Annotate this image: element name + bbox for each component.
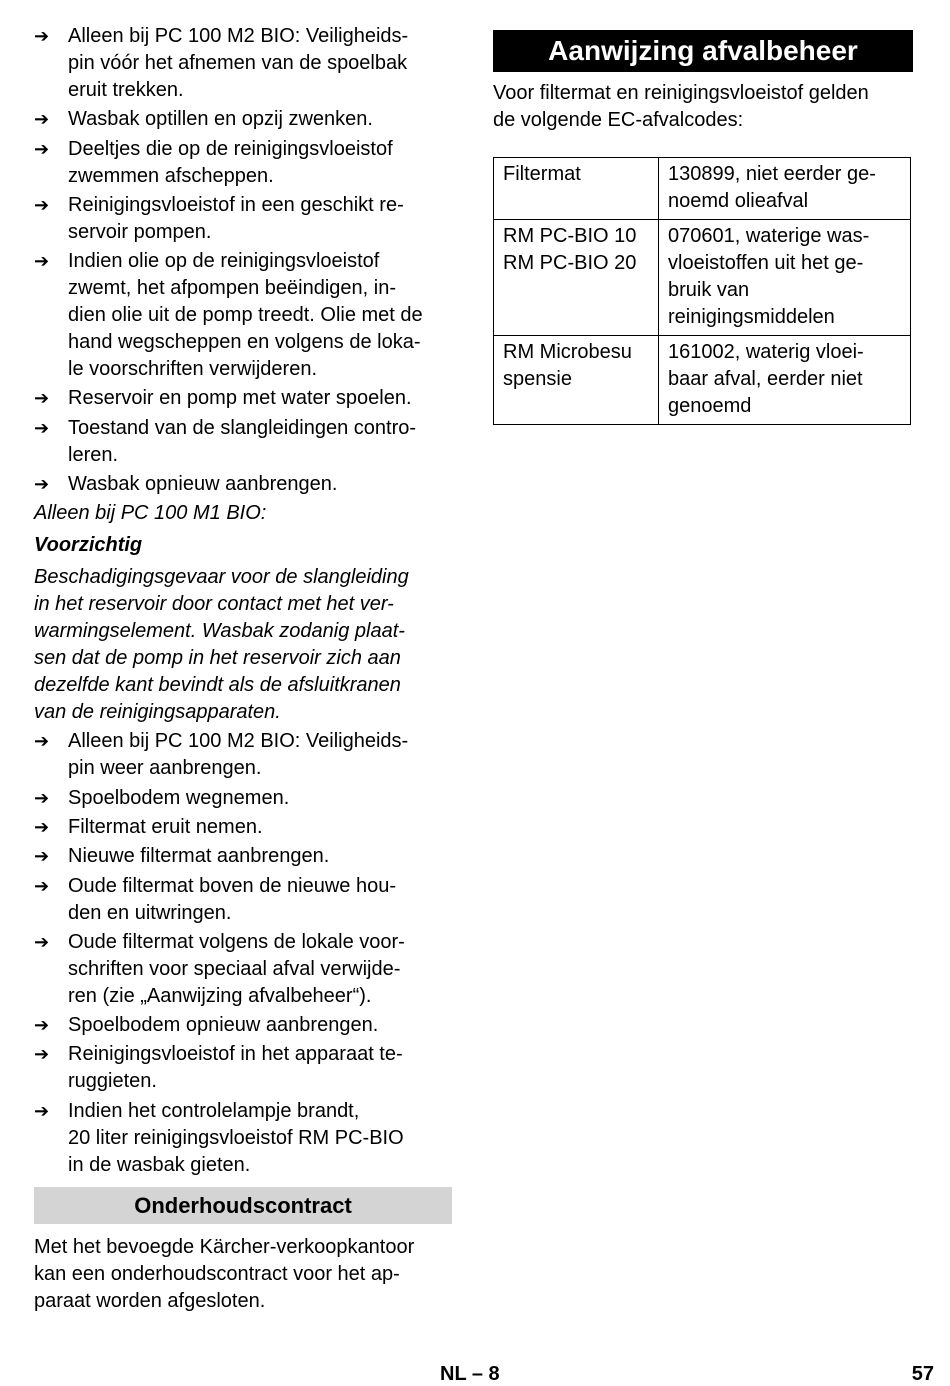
step-text: Alleen bij PC 100 M2 BIO: Veiligheids- pin weer aanbrengen. [68,730,409,780]
arrow-icon: ➔ [34,875,50,896]
arrow-icon: ➔ [34,138,50,159]
code-cell: 070601, waterige was- vloeistoffen uit het ge- bruik van reinigingsmiddelen [659,220,911,336]
step-item [34,785,452,812]
arrow-icon: ➔ [34,417,50,438]
arrow-icon: ➔ [34,1100,50,1121]
arrow-icon: ➔ [34,109,50,130]
step-text: Indien olie op de reinigingsvloeistof zwemt, het afpompen beëindigen, in- dien olie uit de pomp treedt. Olie met de hand wegscheppen en volgens de loka- le voorschriften verwijderen. [68,250,423,381]
step-text: Nieuwe filtermat aanbrengen. [68,845,330,868]
caution-body: Beschadigingsgevaar voor de slangleiding in het reservoir door contact met het ver- warmingselement. Wasbak zodanig plaat- sen dat de pomp in het reservoir zich aan dezelfde kant bevindt als de afsluitkranen van de reinigingsapparaten. [34,566,409,724]
step-text: Spoelbodem opnieuw aanbrengen. [68,1014,379,1037]
step-item [34,385,452,412]
table-row [494,158,911,220]
right-column [493,30,913,425]
step-text: Filtermat eruit nemen. [68,815,263,838]
step-item [34,248,452,383]
step-item [34,23,452,104]
step-item [34,1041,452,1095]
footer-section-page: – 8 [471,1363,500,1385]
waste-intro: Voor filtermat en reinigingsvloeistof gelden de volgende EC-afvalcodes: [493,82,869,131]
step-item [34,814,452,841]
step-text: Deeltjes die op de reinigingsvloeistof zwemmen afscheppen. [68,137,393,187]
arrow-icon: ➔ [34,388,50,409]
arrow-icon: ➔ [34,731,50,752]
step-text: Reservoir en pomp met water spoelen. [68,387,412,410]
arrow-icon: ➔ [34,846,50,867]
table-row [494,220,911,336]
arrow-icon: ➔ [34,1044,50,1065]
contract-heading: Onderhoudscontract [34,1187,452,1224]
step-item [34,929,452,1010]
step-item [34,471,452,498]
product-cell: RM Microbesu spensie [494,336,659,425]
step-text: Indien het controlelampje brandt, 20 liter reinigingsvloeistof RM PC-BIO in de wasbak gieten. [68,1099,404,1176]
step-item [34,873,452,927]
waste-heading: Aanwijzing afvalbeheer [493,30,913,72]
step-item [34,1012,452,1039]
arrow-icon: ➔ [34,26,50,46]
footer-language-page [440,1362,500,1386]
steps-list-a [34,23,452,498]
product-cell: RM PC-BIO 10 RM PC-BIO 20 [494,220,659,336]
caution-title: Voorzichtig [34,534,143,557]
table-row [494,336,911,425]
contract-paragraph: Met het bevoegde Kärcher-verkoopkantoor kan een onderhoudscontract voor het ap- paraat worden afgesloten. [34,1235,415,1312]
step-text: Reinigingsvloeistof in het apparaat te- ruggieten. [68,1043,403,1093]
product-cell: Filtermat [494,158,659,220]
step-item [34,843,452,870]
arrow-icon: ➔ [34,931,50,952]
arrow-icon: ➔ [34,1015,50,1036]
footer-language: NL [440,1363,467,1385]
m1-only-note: Alleen bij PC 100 M1 BIO: [34,502,267,525]
step-text: Oude filtermat boven de nieuwe hou- den en uitwringen. [68,874,396,924]
step-item [34,1098,452,1179]
arrow-icon: ➔ [34,194,50,215]
page-number: 57 [911,1363,934,1385]
steps-list-b [34,728,452,1178]
step-item [34,106,452,133]
step-item [34,728,452,782]
step-text: Oude filtermat volgens de lokale voor- schriften voor speciaal afval verwijde- ren (zie „Aanwijzing afvalbeheer“). [68,930,405,1007]
code-cell: 161002, waterig vloei- baar afval, eerder niet genoemd [659,336,911,425]
step-item [34,136,452,190]
code-cell: 130899, niet eerder ge- noemd olieafval [659,158,911,220]
arrow-icon: ➔ [34,787,50,808]
step-item [34,415,452,469]
waste-codes-table [493,157,911,425]
step-text: Wasbak optillen en opzij zwenken. [68,108,373,131]
step-text: Alleen bij PC 100 M2 BIO: Veiligheids- pin vóór het afnemen van de spoelbak eruit trekken. [68,25,409,101]
step-text: Wasbak opnieuw aanbrengen. [68,473,338,496]
step-item [34,192,452,246]
arrow-icon: ➔ [34,251,50,272]
step-text: Reinigingsvloeistof in een geschikt re- servoir pompen. [68,193,404,243]
step-text: Spoelbodem wegnemen. [68,786,290,809]
left-column [34,23,452,1315]
arrow-icon: ➔ [34,474,50,495]
step-text: Toestand van de slangleidingen contro- leren. [68,416,417,466]
arrow-icon: ➔ [34,816,50,837]
